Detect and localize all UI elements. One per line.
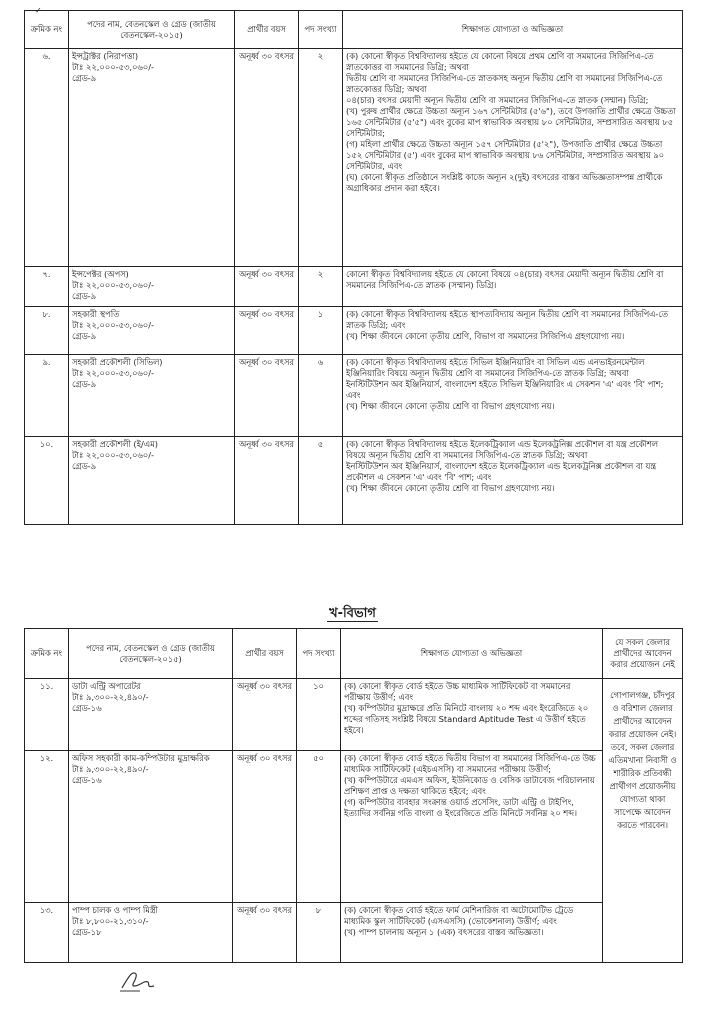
post-count: ২ bbox=[299, 267, 343, 307]
qualification-line: কোনো স্বীকৃত বিশ্ববিদ্যালয় হইতে যে কোনো বিষয়ে ০৪(চার) বৎসর মেয়াদী অন্যূন দ্বিতীয় শ্রেণি বা সমমানের সিজিপিএ-তে স্নাতক (সম্মান) ডিগ্রি। bbox=[346, 269, 664, 290]
table-row bbox=[25, 49, 683, 267]
header-sl: ক্রমিক নং bbox=[25, 629, 69, 679]
qualification-line: (খ) পাম্প চালনায় অন্যূন ১ (এক) বৎসরের বাস্তব অভিজ্ঞতা। bbox=[344, 927, 544, 937]
age-limit: অনূর্ধ্ব ৩০ বৎসর bbox=[235, 437, 299, 525]
grade: গ্রেড-৯ bbox=[72, 461, 97, 471]
post-name: ইন্সট্রাক্টর (নিরাপত্তা) bbox=[72, 51, 139, 61]
qualification-line: (ক) কোনো স্বীকৃত বিশ্ববিদ্যালয় হইতে ইলেকট্রিক্যাল এন্ড ইলেকট্রনিক্স প্রকৌশল বা যন্ত্র প্রকৌশল বিষয়ে অন্যূন দ্বিতীয় শ্রেণি বা সমমানের সিজিপিএ-তে স্নাতক ডিগ্রি; অথবা bbox=[346, 439, 658, 460]
header-count: পদ সংখ্যা bbox=[299, 11, 343, 49]
serial-number: ১৩. bbox=[25, 903, 69, 963]
post-count: ৫০ bbox=[297, 751, 341, 903]
qualification-cell bbox=[343, 437, 683, 525]
age-limit: অনূর্ধ্ব ৩০ বৎসর bbox=[235, 49, 299, 267]
table-row bbox=[25, 903, 683, 963]
pay-scale: টাঃ ২২,০০০-৫৩,০৬০/- bbox=[72, 62, 154, 72]
header-post: পদের নাম, বেতনস্কেল ও গ্রেড (জাতীয় বেতনস্কেল-২০১৫) bbox=[69, 11, 235, 49]
section-b-title: খ-বিভাগ bbox=[329, 606, 376, 621]
post-name: ইন্সপেক্টর (অপস) bbox=[72, 269, 129, 279]
qualification-line: (ক) কোনো স্বীকৃত বোর্ড হইতে ফার্ম মেশিনারিজ বা অটোমোটিভ ট্রেডে মাধ্যমিক স্কুল সার্টিফিকেট (এসএসসি) (ভোকেশনাল) উত্তীর্ণ; এবং bbox=[344, 905, 574, 926]
post-cell bbox=[69, 267, 235, 307]
post-name: সহকারী প্রকৌশলী (সিভিল) bbox=[72, 357, 163, 367]
post-name: সহকারী স্থপতি bbox=[72, 309, 120, 319]
signature-mark bbox=[118, 964, 158, 994]
post-count: ২ bbox=[299, 49, 343, 267]
pay-scale: টাঃ ২২,০০০-৫৩,০৬০/- bbox=[72, 320, 154, 330]
post-name: ডাটা এন্ট্রি অপারেটর bbox=[72, 681, 141, 691]
table-row bbox=[25, 437, 683, 525]
serial-number: ৬. bbox=[25, 49, 69, 267]
recruitment-table-b bbox=[24, 628, 683, 963]
grade: গ্রেড-৯ bbox=[72, 379, 97, 389]
excluded-districts-note: গোপালগঞ্জ, চাঁদপুর ও বরিশাল জেলার প্রার্থীদের আবেদন করার প্রয়োজন নেই। তবে, সকল জেলার এতিমখানা নিবাসী ও শারীরিক প্রতিবন্ধী প্রার্থীগণ প্রয়োজনীয় যোগ্যতা থাকা সাপেক্ষে আবেদন করতে পারবেন। bbox=[603, 679, 683, 963]
header-qualification: শিক্ষাগত যোগ্যতা ও অভিজ্ঞতা bbox=[343, 11, 683, 49]
qualification-cell bbox=[343, 267, 683, 307]
table-row bbox=[25, 355, 683, 437]
grade: গ্রেড-৯ bbox=[72, 73, 97, 83]
table-row bbox=[25, 751, 683, 903]
post-count: ৫ bbox=[299, 437, 343, 525]
qualification-line: (গ) মহিলা প্রার্থীর ক্ষেত্রে উচ্চতা অন্যূন ১৫৭ সেন্টিমিটার (৫'২"), উপজাতি প্রার্থীর ক্ষেত্রে উচ্চতা ১৫২ সেন্টিমিটার (৫') এবং বুকের মাপ স্বাভাবিক অবস্থায় ৮৬ সেন্টিমিটার, সম্প্রসারিত অবস্থায় ৯০ সেন্টিমিটার, এবং bbox=[346, 139, 664, 171]
qualification-cell bbox=[341, 751, 603, 903]
grade: গ্রেড-১৮ bbox=[72, 927, 102, 937]
header-post: পদের নাম, বেতনস্কেল ও গ্রেড (জাতীয় বেতনস্কেল-২০১৫) bbox=[69, 629, 233, 679]
post-name: সহকারী প্রকৌশলী (ই/এম) bbox=[72, 439, 158, 449]
post-cell bbox=[69, 307, 235, 355]
pay-scale: টাঃ ২২,০০০-৫৩,০৬০/- bbox=[72, 368, 154, 378]
post-cell bbox=[69, 437, 235, 525]
pay-scale: টাঃ ৯,৩০০-২২,৪৯০/- bbox=[72, 764, 149, 774]
pay-scale: টাঃ ২২,০০০-৫৩,০৬০/- bbox=[72, 280, 154, 290]
recruitment-table-a bbox=[24, 10, 683, 525]
qualification-line: ০৪(চার) বৎসর মেয়াদী অন্যূন দ্বিতীয় শ্রেণি বা সমমানের সিজিপিএ-তে স্নাতক (সম্মান) ডিগ্রি; bbox=[346, 95, 649, 105]
age-limit: অনূর্ধ্ব ৩০ বৎসর bbox=[233, 903, 297, 963]
qualification-line: (ক) কোনো স্বীকৃত বিশ্ববিদ্যালয় হইতে সিভিল ইঞ্জিনিয়ারিং বা সিভিল এন্ড এনভাইরনমেন্টাল ইঞ্জিনিয়ারিং বিষয়ে অন্যূন দ্বিতীয় শ্রেণি বা সমমানের সিজিপিএ-তে স্নাতক ডিগ্রি; অথবা bbox=[346, 357, 645, 378]
qualification-line: (ঘ) কোনো স্বীকৃত প্রতিষ্ঠানে সংশ্লিষ্ট কাজে অন্যূন ২(দুই) বৎসরের বাস্তব অভিজ্ঞতাসম্পন্ন প্রার্থীকে অগ্রাধিকার প্রদান করা হইবে। bbox=[346, 172, 663, 193]
post-count: ১ bbox=[299, 307, 343, 355]
table-row bbox=[25, 679, 683, 751]
qualification-line: (খ) শিক্ষা জীবনে কোনো তৃতীয় শ্রেণি, বিভাগ বা সমমানের সিজিপিএ গ্রহণযোগ্য নয়। bbox=[346, 331, 625, 341]
qualification-cell bbox=[343, 49, 683, 267]
table-row bbox=[25, 307, 683, 355]
corner-mark: ✓ bbox=[35, 6, 42, 15]
post-cell bbox=[69, 355, 235, 437]
grade: গ্রেড-১৬ bbox=[72, 775, 102, 785]
header-age: প্রার্থীর বয়স bbox=[235, 11, 299, 49]
age-limit: অনূর্ধ্ব ৩০ বৎসর bbox=[235, 355, 299, 437]
serial-number: ৭. bbox=[25, 267, 69, 307]
grade: গ্রেড-৯ bbox=[72, 291, 97, 301]
qualification-line: দ্বিতীয় শ্রেণি বা সমমানের সিজিপিএ-তে স্নাতকসহ অন্যূন দ্বিতীয় শ্রেণি বা সমমানের সিজিপিএ-তে স্নাতকোত্তর ডিগ্রি; অথবা bbox=[346, 73, 663, 94]
table-row bbox=[25, 267, 683, 307]
qualification-line: (ক) কোনো স্বীকৃত বিশ্ববিদ্যালয় হইতে স্থাপত্যবিদ্যায় অন্যূন দ্বিতীয় শ্রেণি বা সমমানের সিজিপিএ-তে স্নাতক ডিগ্রি; এবং bbox=[346, 309, 669, 330]
pay-scale: টাঃ ২২,০০০-৫৩,০৬০/- bbox=[72, 450, 154, 460]
qualification-line: (খ) কম্পিউটার মুদ্রাক্ষরে প্রতি মিনিটে বাংলায় ২০ শব্দ এবং ইংরেজিতে ২০ শব্দের গতিসহ সংশ্লিষ্ট বিষয়ে Standard Aptitude Test এ উত্তীর্ণ হইতে হইবে। bbox=[344, 703, 589, 735]
post-count: ৮ bbox=[297, 903, 341, 963]
serial-number: ৮. bbox=[25, 307, 69, 355]
header-age: প্রার্থীর বয়স bbox=[233, 629, 297, 679]
age-limit: অনূর্ধ্ব ৩০ বৎসর bbox=[235, 307, 299, 355]
qualification-cell bbox=[341, 903, 603, 963]
serial-number: ৯. bbox=[25, 355, 69, 437]
pay-scale: টাঃ ৯,৩০০-২২,৪৯০/- bbox=[72, 692, 149, 702]
qualification-line: (ক) কোনো স্বীকৃত বোর্ড হইতে দ্বিতীয় বিভাগ বা সমমানের সিজিপিএ-তে উচ্চ মাধ্যমিক সার্টিফিকেট (এইচএসসি) বা সমমানের পরীক্ষায় উত্তীর্ণ; bbox=[344, 753, 596, 774]
age-limit: অনূর্ধ্ব ৩০ বৎসর bbox=[233, 751, 297, 903]
post-cell bbox=[69, 903, 233, 963]
qualification-line: (ক) কোনো স্বীকৃত বিশ্ববিদ্যালয় হইতে যে কোনো বিষয়ে প্রথম শ্রেণি বা সমমানের সিজিপিএ-তে স্নাতকোত্তর বা সমমানের ডিগ্রি; অথবা bbox=[346, 51, 654, 72]
post-name: অফিস সহকারী কাম-কম্পিউটার মুদ্রাক্ষরিক bbox=[72, 753, 210, 763]
serial-number: ১০. bbox=[25, 437, 69, 525]
post-name: পাম্প চালক ও পাম্প মিস্ত্রী bbox=[72, 905, 158, 915]
qualification-cell bbox=[343, 355, 683, 437]
qualification-line: ইনস্টিটিউশন অব ইঞ্জিনিয়ার্স, বাংলাদেশ হইতে সিভিল ইঞ্জিনিয়ারিং এ সেকশন 'এ' এবং 'বি' পাশ; এবং bbox=[346, 379, 664, 400]
qualification-line: (খ) শিক্ষা জীবনে কোনো তৃতীয় শ্রেণি বা বিভাগ গ্রহণযোগ্য নয়। bbox=[346, 483, 555, 493]
header-count: পদ সংখ্যা bbox=[297, 629, 341, 679]
qualification-line: (গ) কম্পিউটার ব্যবহার সংক্রান্ত ওয়ার্ড প্রসেসিং, ডাটা এন্ট্রি ও টাইপিং, ইত্যাদির সর্বনিম্ন গতি বাংলা ও ইংরেজিতে প্রতি মিনিটে সর্বনিম্ন ২০ শব্দ। bbox=[344, 797, 577, 818]
qualification-line: (ক) কোনো স্বীকৃত বোর্ড হইতে উচ্চ মাধ্যমিক সার্টিফিকেট বা সমমানের পরীক্ষায় উত্তীর্ণ; এবং bbox=[344, 681, 571, 702]
qualification-line: (খ) শিক্ষা জীবনে কোনো তৃতীয় শ্রেণি বা বিভাগ গ্রহণযোগ্য নয়। bbox=[346, 401, 555, 411]
header-qualification: শিক্ষাগত যোগ্যতা ও অভিজ্ঞতা bbox=[341, 629, 603, 679]
grade: গ্রেড-৯ bbox=[72, 331, 97, 341]
header-excluded-districts: যে সকল জেলার প্রার্থীদের আবেদন করার প্রয়োজন নেই bbox=[603, 629, 683, 679]
age-limit: অনূর্ধ্ব ৩০ বৎসর bbox=[233, 679, 297, 751]
header-sl: ক্রমিক নং bbox=[25, 11, 69, 49]
post-cell bbox=[69, 751, 233, 903]
age-limit: অনূর্ধ্ব ৩০ বৎসর bbox=[235, 267, 299, 307]
qualification-line: ইনস্টিটিউশন অব ইঞ্জিনিয়ার্স, বাংলাদেশ হইতে ইলেকট্রিক্যাল এন্ড ইলেকট্রনিক্স প্রকৌশল বা যন্ত্র প্রকৌশল এ সেকশন 'এ' এবং 'বি' পাশ; এবং bbox=[346, 461, 657, 482]
pay-scale: টাঃ ৮,৮০০-২১,৩১০/- bbox=[72, 916, 149, 926]
qualification-line: (খ) কম্পিউটারে এমএস অফিস, ইউনিকোড ও বেসিক ডাটাবেজ পরিচালনায় প্রশিক্ষণ প্রাপ্ত ও দক্ষতা থাকিতে হইবে; এবং bbox=[344, 775, 595, 796]
grade: গ্রেড-১৬ bbox=[72, 703, 102, 713]
post-cell bbox=[69, 49, 235, 267]
post-count: ১০ bbox=[297, 679, 341, 751]
serial-number: ১১. bbox=[25, 679, 69, 751]
post-cell bbox=[69, 679, 233, 751]
post-count: ৬ bbox=[299, 355, 343, 437]
qualification-cell bbox=[343, 307, 683, 355]
qualification-cell bbox=[341, 679, 603, 751]
qualification-line: (খ) পুরুষ প্রার্থীর ক্ষেত্রে উচ্চতা অন্যূন ১৬৭ সেন্টিমিটার (৫'৬"), তবে উপজাতি প্রার্থীর ক্ষেত্রে উচ্চতা ১৬৫ সেন্টিমিটার (৫'৫") এবং বুকের মাপ স্বাভাবিক অবস্থায় ৮০ সেন্টিমিটার, সম্প্রসারিত অবস্থায় ৮৫ সেন্টিমিটার; bbox=[346, 106, 676, 138]
serial-number: ১২. bbox=[25, 751, 69, 903]
